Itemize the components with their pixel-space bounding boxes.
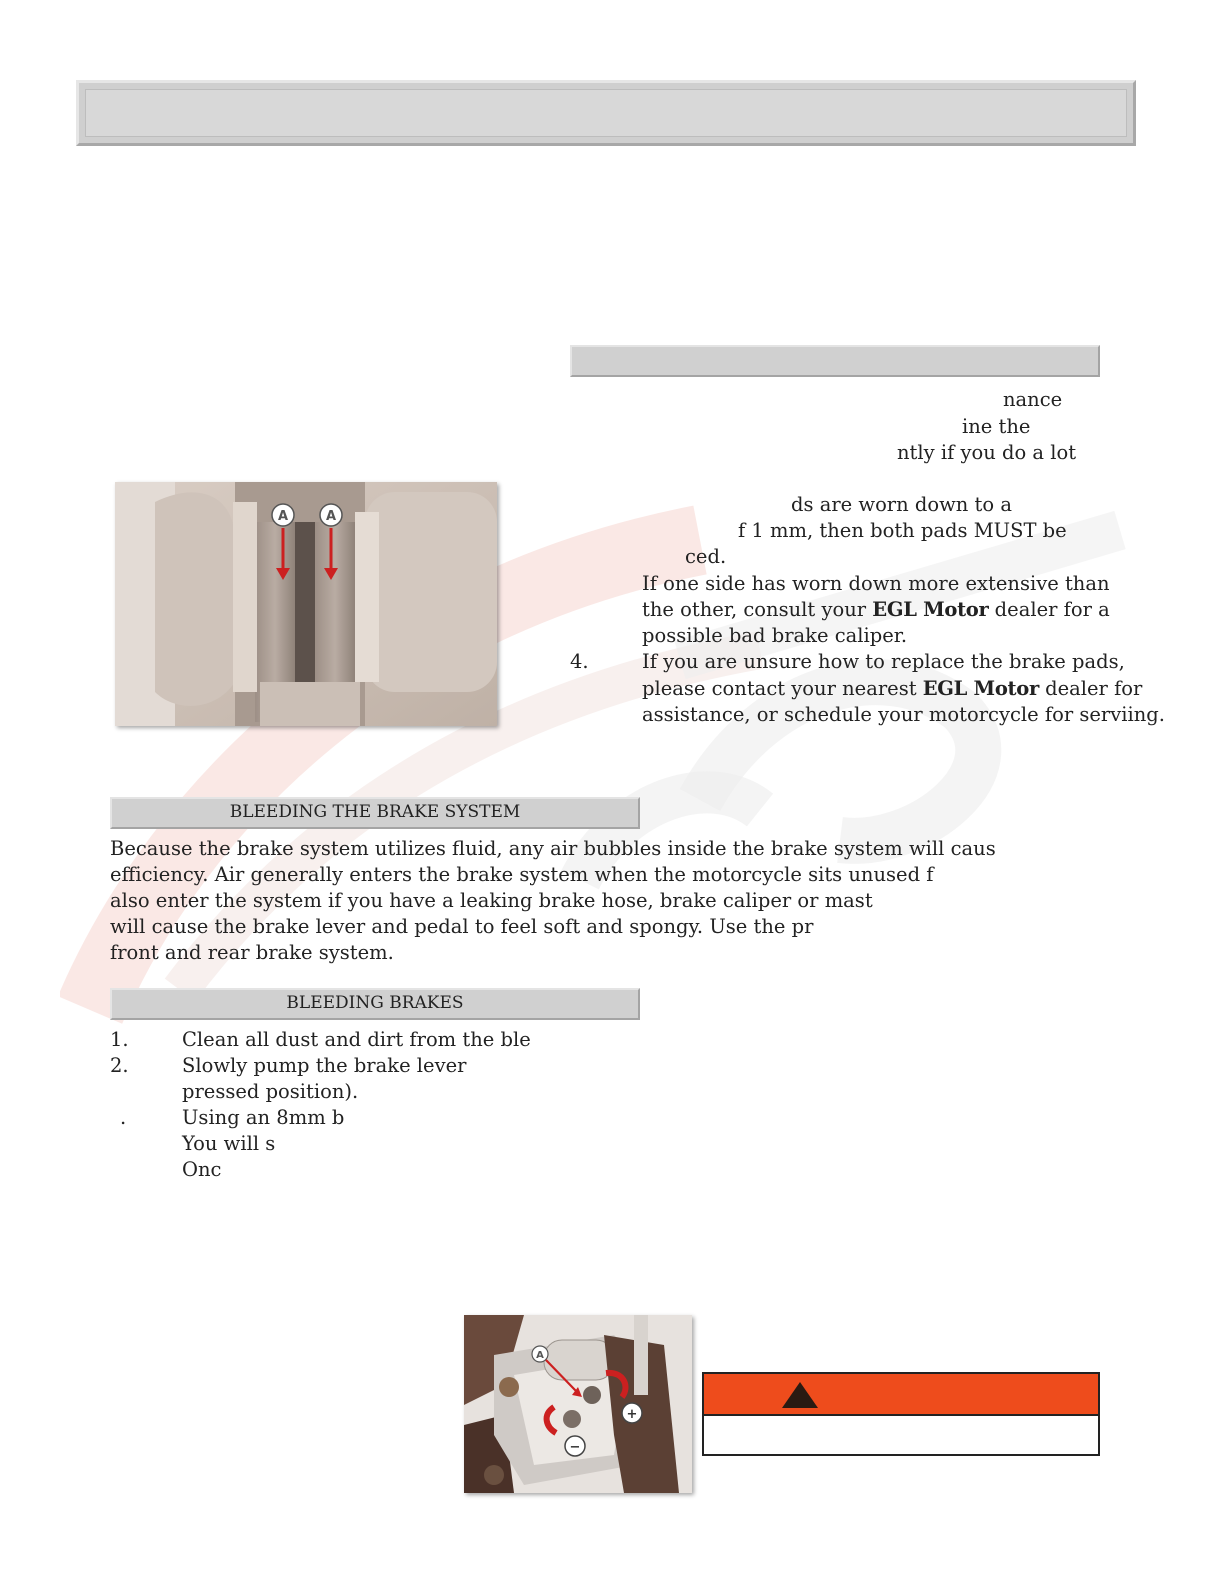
pad-text-line: nance [1003, 388, 1063, 411]
pad-text-line: assistance, or schedule your motorcycle for serviing. [642, 703, 1165, 726]
pad-text-line: If one side has worn down more extensive than [642, 572, 1110, 595]
plus-label: + [626, 1407, 638, 1422]
pad-text-fragment: the other, consult your [642, 598, 873, 621]
pad-text-fragment: please contact your nearest [642, 677, 923, 700]
pad-text-line: ine the [962, 415, 1031, 438]
caliper-label-a: A [536, 1350, 544, 1361]
warning-triangle-icon [780, 1380, 820, 1410]
step-text: Onc [182, 1158, 222, 1181]
section-bar-brake-pads [570, 345, 1100, 377]
caliper-illustration [464, 1315, 692, 1493]
step-text: Using an 8mm b [182, 1106, 345, 1129]
paragraph-line: will cause the brake lever and pedal to feel soft and spongy. Use the pr [110, 915, 814, 938]
pad-text-line: f 1 mm, then both pads MUST be [738, 519, 1067, 542]
pad-text-line: ds are worn down to a [791, 493, 1012, 516]
pad-text-line [642, 676, 1142, 702]
pad-text-line: possible bad brake caliper. [642, 624, 908, 647]
paragraph-line: efficiency. Air generally enters the brake system when the motorcycle sits unused f [110, 863, 934, 886]
step-number: . [120, 1106, 127, 1129]
minus-label: − [569, 1440, 581, 1455]
page-title-bar [76, 80, 1136, 146]
step-text: Clean all dust and dirt from the ble [182, 1028, 531, 1051]
pad-text-line: If you are unsure how to replace the brake pads, [642, 650, 1125, 673]
brand-name: EGL Motor [922, 677, 1039, 700]
pad-text-line: ntly if you do a lot [897, 441, 1077, 464]
list-number: 4. [570, 650, 589, 673]
step-number: 1. [110, 1028, 129, 1051]
section-heading-bleeding-brakes: BLEEDING BRAKES [110, 988, 640, 1020]
pad-text-fragment: dealer for [1038, 677, 1143, 700]
step-number: 2. [110, 1054, 129, 1077]
paragraph-line: also enter the system if you have a leaking brake hose, brake caliper or mast [110, 889, 873, 912]
step-text: Slowly pump the brake lever [182, 1054, 467, 1077]
step-text: pressed position). [182, 1080, 359, 1103]
warning-header [704, 1374, 1098, 1416]
pads-label-a: A [325, 509, 337, 524]
warning-box [702, 1372, 1100, 1456]
pads-label-a: A [277, 509, 289, 524]
brand-name: EGL Motor [872, 598, 989, 621]
caliper-bleed-photo [464, 1315, 692, 1493]
paragraph-line: front and rear brake system. [110, 941, 394, 964]
brake-pad-illustration [115, 482, 497, 726]
pad-text-fragment: dealer for a [988, 598, 1110, 621]
brake-pad-photo [115, 482, 497, 726]
paragraph-line: Because the brake system utilizes fluid, any air bubbles inside the brake system will caus [110, 837, 996, 860]
section-heading-bleeding-system: BLEEDING THE BRAKE SYSTEM [110, 797, 640, 829]
step-text: You will s [182, 1132, 276, 1155]
pad-text-line: ced. [685, 545, 727, 568]
pad-text-line [642, 597, 1110, 623]
